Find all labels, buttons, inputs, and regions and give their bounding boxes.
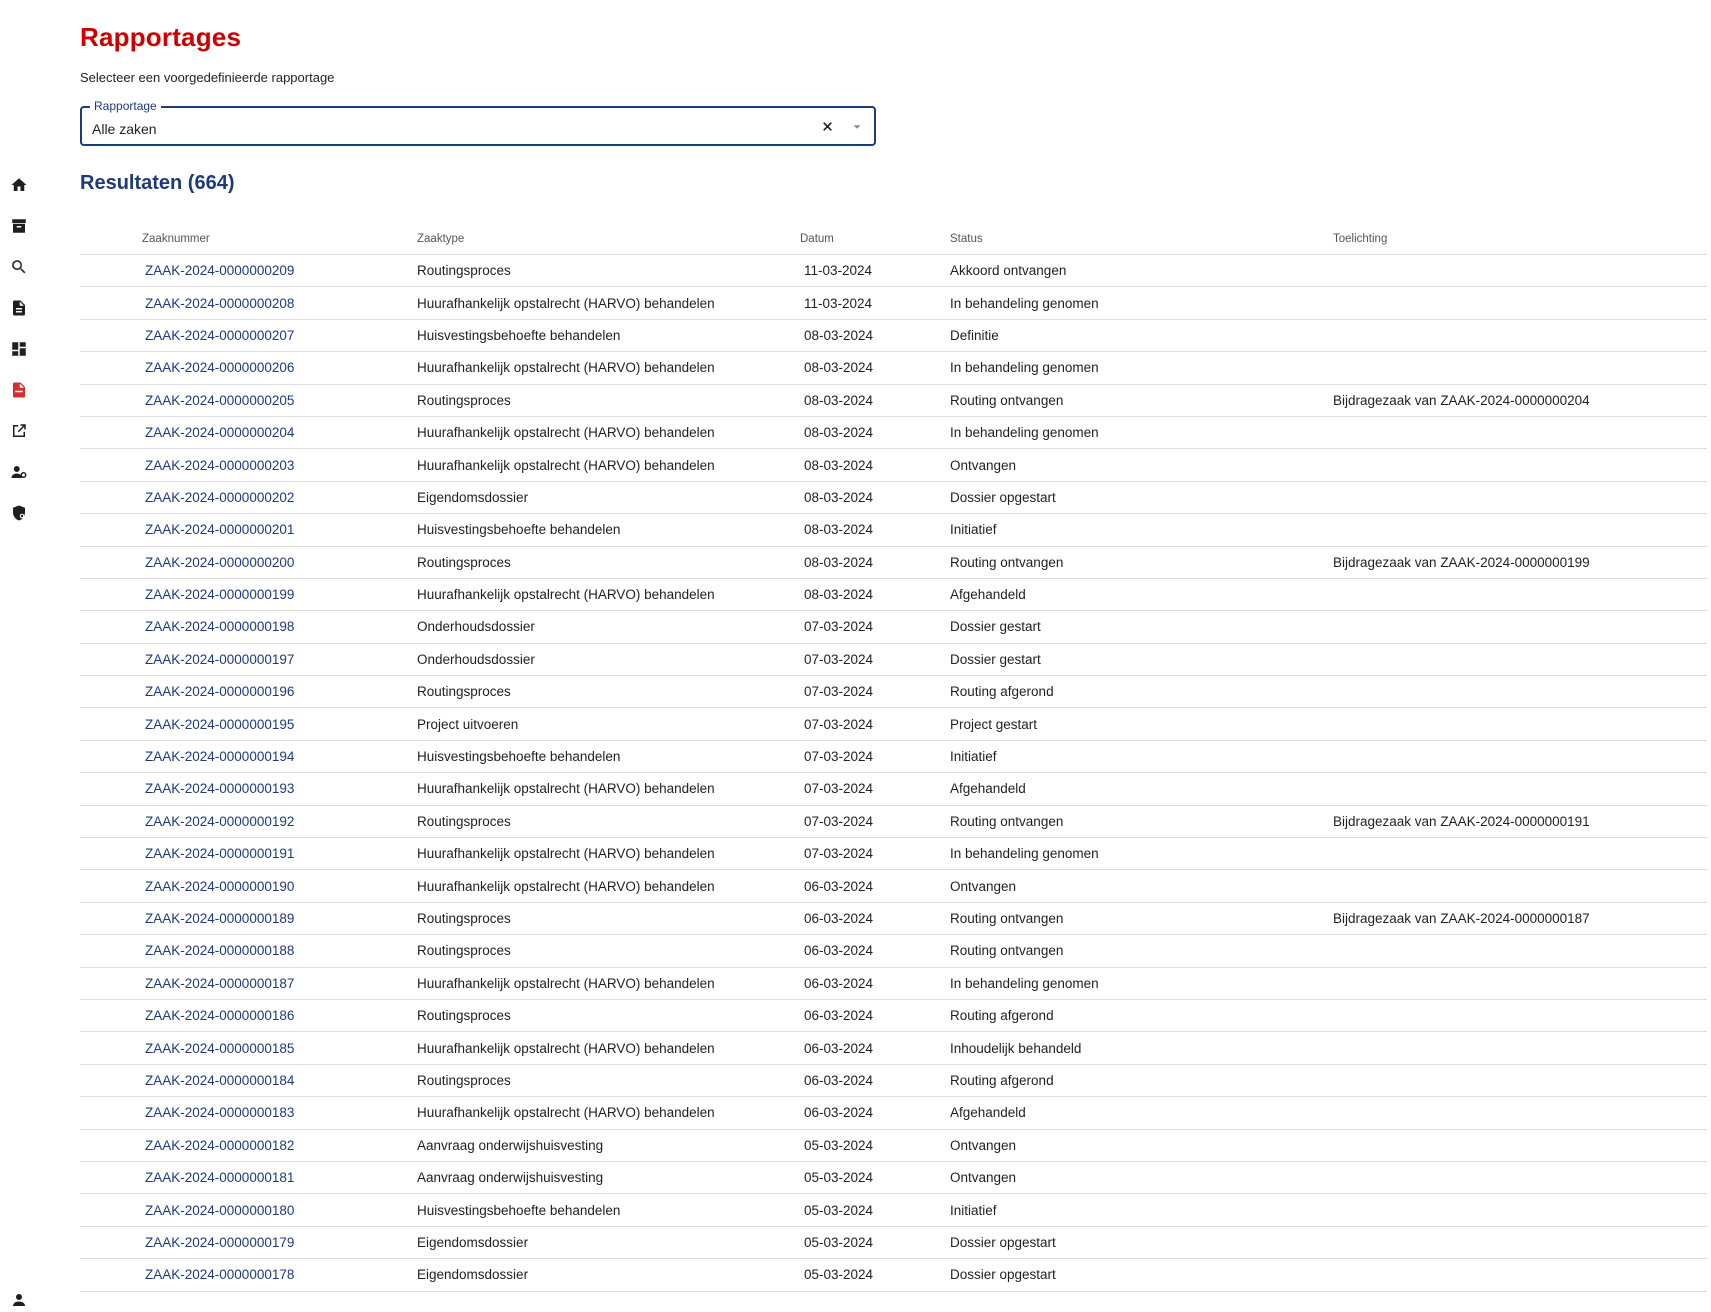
date-cell: 08-03-2024 [804, 457, 874, 473]
case-number-link[interactable]: ZAAK-2024-0000000188 [145, 943, 295, 959]
case-type-cell: Huurafhankelijk opstalrecht (HARVO) behandelen [417, 781, 715, 797]
table-row[interactable] [80, 1259, 1707, 1291]
case-type-cell: Project uitvoeren [417, 716, 519, 732]
date-cell: 07-03-2024 [804, 781, 874, 797]
case-number-link[interactable]: ZAAK-2024-0000000196 [145, 684, 295, 700]
case-type-cell: Routingsproces [417, 1072, 511, 1088]
date-cell: 07-03-2024 [804, 619, 874, 635]
case-number-link[interactable]: ZAAK-2024-0000000181 [145, 1170, 295, 1186]
case-type-cell: Onderhoudsdossier [417, 651, 535, 667]
clear-icon[interactable] [820, 119, 834, 133]
status-cell: Definitie [950, 327, 999, 343]
status-cell: Project gestart [950, 716, 1038, 732]
table-row[interactable] [80, 644, 1707, 676]
date-cell: 08-03-2024 [804, 425, 874, 441]
report-select[interactable] [80, 99, 876, 146]
date-cell: 08-03-2024 [804, 360, 874, 376]
case-number-link[interactable]: ZAAK-2024-0000000197 [145, 651, 295, 667]
case-number-link[interactable]: ZAAK-2024-0000000194 [145, 749, 295, 765]
case-number-link[interactable]: ZAAK-2024-0000000190 [145, 878, 295, 894]
status-cell: Routing ontvangen [950, 943, 1064, 959]
case-type-cell: Aanvraag onderwijshuisvesting [417, 1137, 604, 1153]
explanation-cell: Bijdragezaak van ZAAK-2024-0000000199 [1333, 554, 1590, 570]
case-number-link[interactable]: ZAAK-2024-0000000192 [145, 813, 295, 829]
case-type-cell: Huisvestingsbehoefte behandelen [417, 749, 621, 765]
date-cell: 08-03-2024 [804, 522, 874, 538]
status-cell: Afgehandeld [950, 1105, 1026, 1121]
table-row[interactable] [80, 255, 1707, 287]
table-row[interactable] [80, 352, 1707, 384]
date-cell: 06-03-2024 [804, 943, 874, 959]
date-cell: 11-03-2024 [804, 263, 873, 279]
status-cell: Dossier gestart [950, 651, 1041, 667]
table-row[interactable] [80, 514, 1707, 546]
case-number-link[interactable]: ZAAK-2024-0000000206 [145, 360, 295, 376]
status-cell: Initiatief [950, 1202, 997, 1218]
case-number-link[interactable]: ZAAK-2024-0000000195 [145, 716, 295, 732]
table-row[interactable] [80, 482, 1707, 514]
explanation-cell: Bijdragezaak van ZAAK-2024-0000000187 [1333, 911, 1590, 926]
case-number-link[interactable]: ZAAK-2024-0000000182 [145, 1137, 295, 1153]
case-number-link[interactable]: ZAAK-2024-0000000178 [145, 1267, 295, 1283]
case-type-cell: Routingsproces [417, 684, 511, 700]
document-icon[interactable] [9, 298, 29, 318]
case-type-cell: Routingsproces [417, 263, 511, 279]
status-cell: Inhoudelijk behandeld [950, 1040, 1082, 1056]
case-type-cell: Eigendomsdossier [417, 1234, 529, 1250]
case-type-cell: Routingsproces [417, 911, 511, 926]
status-cell: Routing afgerond [950, 1072, 1054, 1088]
date-cell: 07-03-2024 [804, 813, 874, 829]
case-number-link[interactable]: ZAAK-2024-0000000179 [145, 1234, 295, 1250]
status-cell: Routing ontvangen [950, 554, 1064, 570]
status-cell: Initiatief [950, 522, 997, 538]
security-shield-icon[interactable] [9, 503, 29, 523]
table-row[interactable] [80, 870, 1707, 902]
status-cell: Routing ontvangen [950, 911, 1064, 926]
table-row[interactable] [80, 449, 1707, 481]
status-cell: In behandeling genomen [950, 295, 1099, 311]
status-cell: Dossier opgestart [950, 1234, 1056, 1250]
date-cell: 07-03-2024 [804, 716, 874, 732]
case-type-cell: Routingsproces [417, 392, 511, 408]
table-row[interactable] [80, 1227, 1707, 1259]
status-cell: Ontvangen [950, 1137, 1017, 1153]
table-header [80, 224, 1707, 255]
table-row[interactable] [80, 611, 1707, 643]
page-title: Rapportages [80, 22, 242, 52]
status-cell: In behandeling genomen [950, 360, 1099, 376]
page-subtitle: Selecteer een voorgedefinieerde rapportage [80, 70, 335, 85]
case-type-cell: Huurafhankelijk opstalrecht (HARVO) behandelen [417, 878, 715, 894]
date-cell: 07-03-2024 [804, 684, 874, 700]
table-row[interactable] [80, 320, 1707, 352]
table-row[interactable] [80, 773, 1707, 805]
status-cell: In behandeling genomen [950, 846, 1099, 862]
home-icon[interactable] [9, 175, 29, 195]
column-header-status[interactable]: Status [950, 233, 983, 245]
status-cell: Dossier gestart [950, 619, 1041, 635]
column-header-zaaknummer[interactable]: Zaaknummer [142, 233, 210, 245]
sidebar-nav [0, 0, 40, 1312]
case-type-cell: Eigendomsdossier [417, 1267, 529, 1283]
case-number-link[interactable]: ZAAK-2024-0000000180 [145, 1202, 295, 1218]
case-number-link[interactable]: ZAAK-2024-0000000191 [145, 846, 295, 862]
date-cell: 06-03-2024 [804, 1008, 874, 1024]
column-header-zaaktype[interactable]: Zaaktype [417, 233, 465, 245]
case-number-link[interactable]: ZAAK-2024-0000000205 [145, 392, 295, 408]
report-select-label: Rapportage [90, 99, 161, 113]
case-type-cell: Routingsproces [417, 1008, 511, 1024]
date-cell: 05-03-2024 [804, 1267, 874, 1283]
search-icon[interactable] [9, 257, 29, 277]
date-cell: 06-03-2024 [804, 1105, 874, 1121]
table-row[interactable] [80, 741, 1707, 773]
date-cell: 08-03-2024 [804, 489, 874, 505]
date-cell: 06-03-2024 [804, 1072, 874, 1088]
table-row[interactable] [80, 903, 1707, 935]
case-number-link[interactable]: ZAAK-2024-0000000184 [145, 1072, 295, 1088]
date-cell: 08-03-2024 [804, 327, 874, 343]
chevron-down-icon[interactable] [850, 120, 864, 134]
table-row[interactable] [80, 385, 1707, 417]
case-number-link[interactable]: ZAAK-2024-0000000186 [145, 1008, 295, 1024]
table-row[interactable] [80, 579, 1707, 611]
table-row[interactable] [80, 1097, 1707, 1129]
explanation-cell: Bijdragezaak van ZAAK-2024-0000000191 [1333, 813, 1590, 829]
status-cell: Dossier opgestart [950, 489, 1056, 505]
table-row[interactable] [80, 1032, 1707, 1064]
user-settings-icon[interactable] [9, 462, 29, 482]
status-cell: Dossier opgestart [950, 1267, 1056, 1283]
date-cell: 05-03-2024 [804, 1234, 874, 1250]
case-type-cell: Onderhoudsdossier [417, 619, 535, 635]
status-cell: Ontvangen [950, 878, 1017, 894]
case-type-cell: Huisvestingsbehoefte behandelen [417, 327, 621, 343]
status-cell: Ontvangen [950, 1170, 1017, 1186]
date-cell: 07-03-2024 [804, 846, 874, 862]
results-title: Resultaten (664) [80, 172, 235, 194]
user-icon[interactable] [9, 1290, 29, 1310]
table-row[interactable] [80, 806, 1707, 838]
case-number-link[interactable]: ZAAK-2024-0000000208 [145, 295, 295, 311]
case-type-cell: Routingsproces [417, 813, 511, 829]
table-row[interactable] [80, 935, 1707, 967]
status-cell: Afgehandeld [950, 587, 1026, 603]
case-type-cell: Huisvestingsbehoefte behandelen [417, 522, 621, 538]
case-type-cell: Huurafhankelijk opstalrecht (HARVO) behandelen [417, 295, 715, 311]
table-row[interactable] [80, 676, 1707, 708]
case-type-cell: Routingsproces [417, 943, 511, 959]
case-type-cell: Huurafhankelijk opstalrecht (HARVO) behandelen [417, 360, 715, 376]
table-row[interactable] [80, 708, 1707, 740]
date-cell: 08-03-2024 [804, 554, 874, 570]
case-type-cell: Aanvraag onderwijshuisvesting [417, 1170, 604, 1186]
report-select-value: Alle zaken [92, 121, 157, 137]
status-cell: Routing afgerond [950, 1008, 1054, 1024]
case-type-cell: Routingsproces [417, 554, 511, 570]
case-number-link[interactable]: ZAAK-2024-0000000193 [145, 781, 295, 797]
case-number-link[interactable]: ZAAK-2024-0000000187 [145, 975, 295, 991]
case-number-link[interactable]: ZAAK-2024-0000000183 [145, 1105, 295, 1121]
date-cell: 08-03-2024 [804, 587, 874, 603]
status-cell: In behandeling genomen [950, 975, 1099, 991]
table-body [80, 255, 1707, 1292]
case-number-link[interactable]: ZAAK-2024-0000000200 [145, 554, 295, 570]
case-number-link[interactable]: ZAAK-2024-0000000207 [145, 327, 295, 343]
status-cell: Akkoord ontvangen [950, 263, 1067, 279]
case-type-cell: Huurafhankelijk opstalrecht (HARVO) behandelen [417, 457, 715, 473]
case-number-link[interactable]: ZAAK-2024-0000000204 [145, 425, 295, 441]
date-cell: 07-03-2024 [804, 651, 874, 667]
column-header-datum[interactable]: Datum [800, 233, 834, 245]
date-cell: 05-03-2024 [804, 1170, 874, 1186]
case-number-link[interactable]: ZAAK-2024-0000000199 [145, 587, 295, 603]
status-cell: Routing ontvangen [950, 813, 1064, 829]
date-cell: 08-03-2024 [804, 392, 874, 408]
report-icon[interactable] [9, 380, 29, 400]
table-row[interactable] [80, 1065, 1707, 1097]
date-cell: 05-03-2024 [804, 1202, 874, 1218]
case-type-cell: Huurafhankelijk opstalrecht (HARVO) behandelen [417, 425, 715, 441]
case-number-link[interactable]: ZAAK-2024-0000000203 [145, 457, 295, 473]
status-cell: Initiatief [950, 749, 997, 765]
status-cell: Routing afgerond [950, 684, 1054, 700]
dashboard-icon[interactable] [9, 339, 29, 359]
results-table [80, 224, 1707, 1292]
status-cell: Ontvangen [950, 457, 1017, 473]
date-cell: 06-03-2024 [804, 911, 874, 926]
explanation-cell: Bijdragezaak van ZAAK-2024-0000000204 [1333, 392, 1590, 408]
case-number-link[interactable]: ZAAK-2024-0000000198 [145, 619, 295, 635]
table-row[interactable] [80, 1000, 1707, 1032]
case-type-cell: Huurafhankelijk opstalrecht (HARVO) behandelen [417, 1040, 715, 1056]
case-type-cell: Huisvestingsbehoefte behandelen [417, 1202, 621, 1218]
column-header-toelichting[interactable]: Toelichting [1333, 233, 1388, 245]
date-cell: 07-03-2024 [804, 749, 874, 765]
table-row[interactable] [80, 1130, 1707, 1162]
case-type-cell: Huurafhankelijk opstalrecht (HARVO) behandelen [417, 587, 715, 603]
archive-icon[interactable] [9, 216, 29, 236]
case-type-cell: Huurafhankelijk opstalrecht (HARVO) behandelen [417, 1105, 715, 1121]
table-row[interactable] [80, 838, 1707, 870]
external-link-icon[interactable] [9, 421, 29, 441]
table-row[interactable] [80, 968, 1707, 1000]
case-number-link[interactable]: ZAAK-2024-0000000202 [145, 489, 295, 505]
status-cell: Afgehandeld [950, 781, 1026, 797]
date-cell: 06-03-2024 [804, 878, 874, 894]
date-cell: 05-03-2024 [804, 1137, 874, 1153]
case-number-link[interactable]: ZAAK-2024-0000000189 [145, 911, 295, 926]
table-row[interactable] [80, 547, 1707, 579]
table-row[interactable] [80, 1194, 1707, 1226]
case-type-cell: Huurafhankelijk opstalrecht (HARVO) behandelen [417, 975, 715, 991]
case-type-cell: Eigendomsdossier [417, 489, 529, 505]
date-cell: 06-03-2024 [804, 975, 874, 991]
case-type-cell: Huurafhankelijk opstalrecht (HARVO) behandelen [417, 846, 715, 862]
case-number-link[interactable]: ZAAK-2024-0000000185 [145, 1040, 295, 1056]
table-row[interactable] [80, 417, 1707, 449]
status-cell: In behandeling genomen [950, 425, 1099, 441]
table-row[interactable] [80, 1162, 1707, 1194]
date-cell: 06-03-2024 [804, 1040, 874, 1056]
date-cell: 11-03-2024 [804, 295, 873, 311]
case-number-link[interactable]: ZAAK-2024-0000000201 [145, 522, 295, 538]
status-cell: Routing ontvangen [950, 392, 1064, 408]
case-number-link[interactable]: ZAAK-2024-0000000209 [145, 263, 295, 279]
table-row[interactable] [80, 287, 1707, 319]
